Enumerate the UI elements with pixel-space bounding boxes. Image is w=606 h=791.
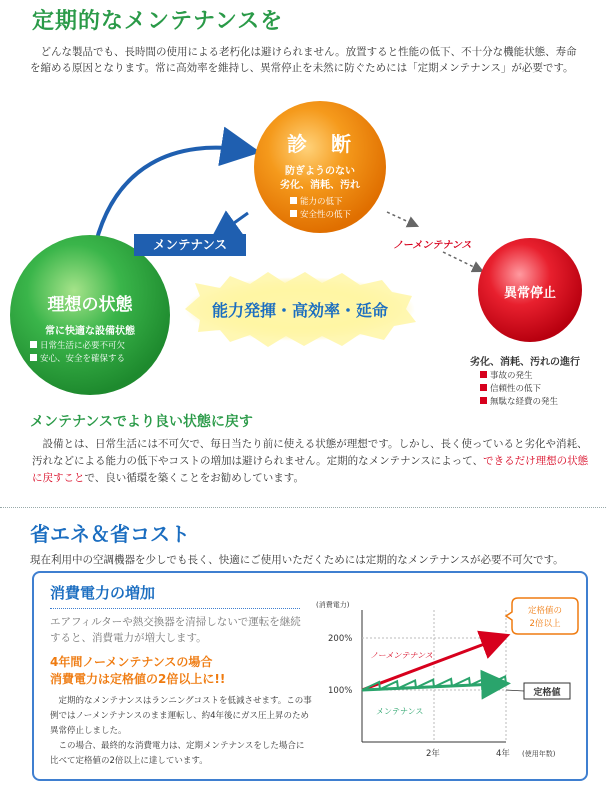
section-heading-energy: 省エネ＆省コスト bbox=[30, 522, 190, 546]
stop-title: 異常停止 bbox=[503, 286, 556, 301]
box-orange-text: 4年間ノーメンテナンスの場合 消費電力は定格値の2倍以上に!! bbox=[50, 655, 226, 686]
highlight-text: できるだけ理想の状態に戻すこと bbox=[32, 455, 589, 484]
section-heading-maintenance: メンテナンスでより良い状態に戻す bbox=[30, 414, 253, 430]
tick-label: 200% bbox=[328, 634, 353, 644]
maintenance-arrow bbox=[220, 213, 248, 233]
chart-ylabel: (消費電力) bbox=[316, 601, 350, 609]
list-item: 無駄な経費の発生 bbox=[480, 396, 558, 409]
slogan: 能力発揮・高効率・延命 bbox=[211, 301, 388, 320]
diagnosis-list bbox=[290, 196, 351, 222]
chart-xlabel: (使用年数) bbox=[522, 750, 556, 758]
list-item: 事故の発生 bbox=[480, 370, 558, 383]
box-paragraph: 定期的なメンテナンスはランニングコストを低減させます。この事例ではノーメンテナンスのまま運転し、約4年後にガス圧上昇のため異常停止しました。 この場合、最終的な消費電力は、定期メンテナンスをした場合に比べて定格値の2倍以上に達しています。 bbox=[50, 696, 312, 766]
diagnosis-subtitle: 防ぎようのない 劣化、消耗、汚れ bbox=[280, 166, 360, 191]
list-item: 信頼性の低下 bbox=[480, 383, 558, 396]
tick-label: 100% bbox=[328, 686, 353, 696]
diagnosis-title: 診 断 bbox=[287, 132, 353, 156]
tick-label: 2年 bbox=[426, 749, 440, 759]
intro-paragraph: どんな製品でも、長時間の使用による老朽化は避けられません。放置すると性能の低下、不十分な機能状態、寿命を縮める原因となります。常に高効率を維持し、異常停止を未然に防ぐためには「定期メンテナンス」が必要です。 bbox=[30, 46, 577, 74]
maintenance-label: メンテナンス bbox=[134, 234, 246, 256]
rated-label: 定格値 bbox=[533, 688, 561, 698]
ideal-list bbox=[30, 340, 125, 366]
no-maintenance-label: ノーメンテナンス bbox=[393, 240, 472, 251]
callout-line-2: 2倍以上 bbox=[529, 619, 561, 629]
series-line-no-maintenance bbox=[362, 637, 502, 690]
no-maintenance-arrow-2 bbox=[443, 252, 480, 270]
box-gray-text: エアフィルターや熱交換器を清掃しないで運転を継続すると、消費電力が増大します。 bbox=[50, 616, 301, 644]
callout-line-1: 定格値の bbox=[527, 606, 563, 616]
tick-label: 4年 bbox=[496, 749, 510, 759]
divider bbox=[0, 507, 606, 508]
ideal-ball bbox=[10, 235, 170, 395]
no-maintenance-arrow-1 bbox=[387, 212, 415, 225]
box-title: 消費電力の増加 bbox=[50, 584, 156, 602]
list-item: 安全性の低下 bbox=[290, 209, 351, 222]
series-label-maintenance: メンテナンス bbox=[376, 707, 424, 716]
series-label-no-maintenance: ノーメンテナンス bbox=[370, 651, 433, 660]
section2-paragraph: 設備とは、日常生活には不可欠で、毎日当たり前に使える状態が理想です。しかし、長く使っていると劣化や消耗、汚れなどによる能力の低下やコストの増加は避けられません。定期的なメンテナンスによって、できるだけ理想の状態に戻すことで、良い循環を築くことをお勧めしています。 bbox=[32, 438, 589, 484]
box-title-underline bbox=[50, 608, 300, 609]
list-item: 安心、安全を確保する bbox=[30, 353, 125, 366]
list-item: 能力の低下 bbox=[290, 196, 351, 209]
power-chart bbox=[310, 590, 586, 770]
list-item: 日常生活に必要不可欠 bbox=[30, 340, 125, 353]
ideal-subtitle: 常に快適な設備状態 bbox=[45, 326, 135, 337]
ideal-title: 理想の状態 bbox=[47, 295, 133, 315]
section3-subtitle: 現在利用中の空調機器を少しでも長く、快適にご使用いただくためには定期的なメンテナンスが必要不可欠です。 bbox=[30, 554, 564, 566]
page-title: 定期的なメンテナンスを bbox=[32, 9, 284, 34]
stop-caption: 劣化、消耗、汚れの進行 bbox=[470, 357, 580, 368]
stop-list bbox=[480, 370, 558, 409]
